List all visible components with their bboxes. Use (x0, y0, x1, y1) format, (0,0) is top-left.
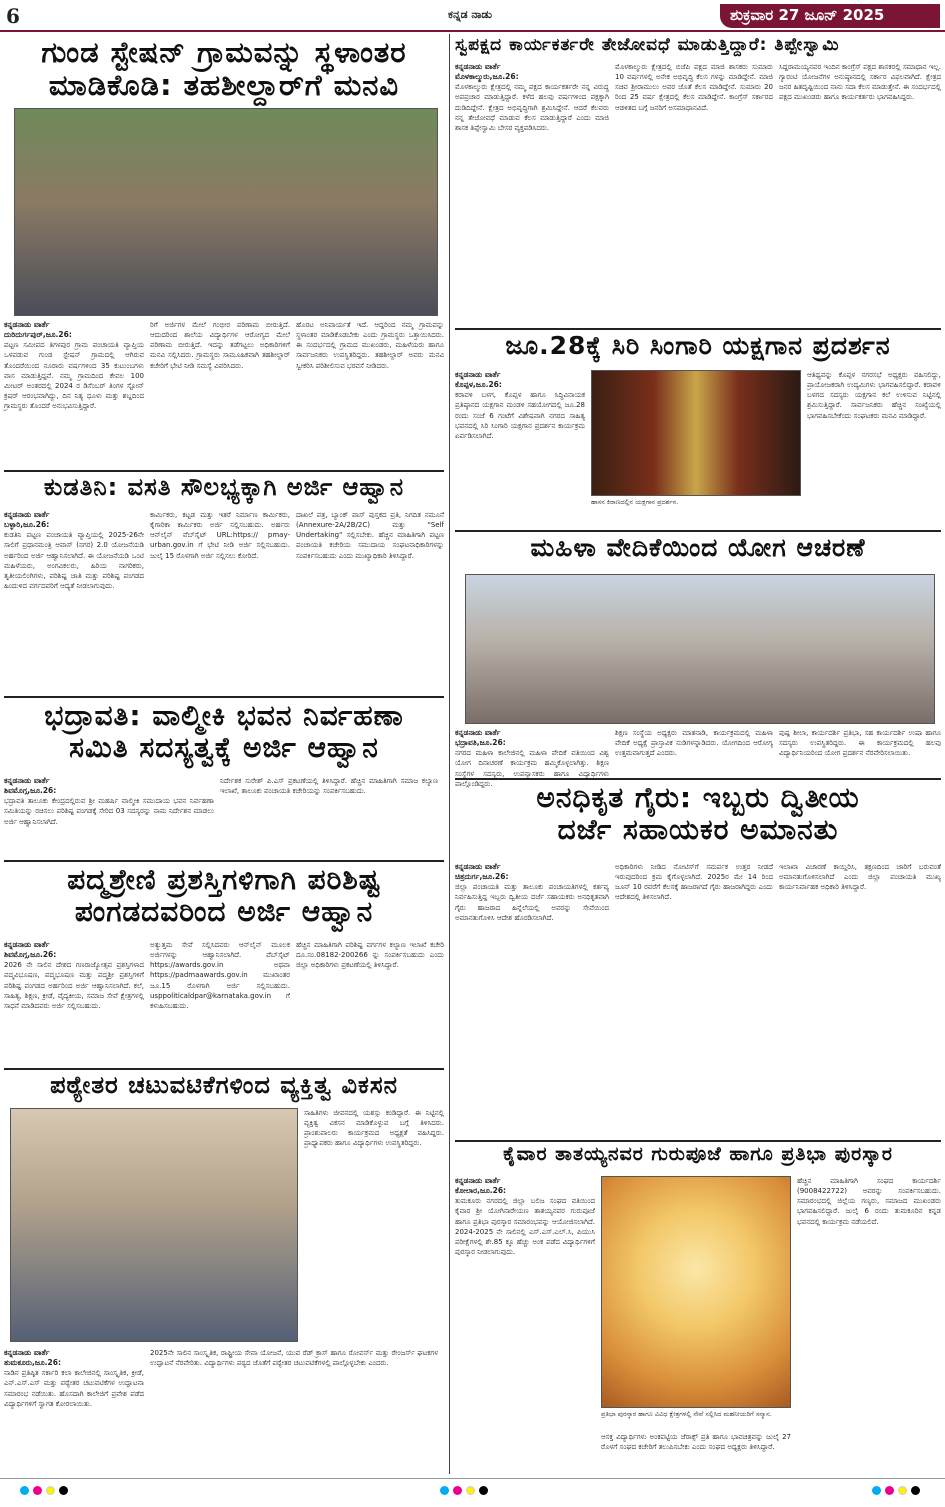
cyan-dot (20, 1486, 29, 1495)
dateline: ತುಮಕೂರು,ಜೂ.26: (4, 1358, 61, 1368)
body-text: ಜಿಲ್ಲಾ ಪಂಚಾಯತಿ ಮತ್ತು ತಾಲೂಕು ಪಂಚಾಯತಿಗಳಲ್ಲಿ ಕರ್ತವ್ಯ ನಿರ್ವಹಿಸುತ್ತಿದ್ದ ಇಬ್ಬರು ದ್ವಿತೀಯ ದರ್ಜೆ ಸಹಾಯಕರು ಅನಧಿಕೃತವಾಗಿ ಗೈರು ಹಾಜರಾದ ಹಿನ್ನೆಲೆಯಲ್ಲಿ ಅವರನ್ನು ಸೇವೆಯಿಂದ ಅಮಾನತುಗೊಳಿಸಿ ಆದೇಶ ಹೊರಡಿಸಲಾಗಿದೆ. (455, 883, 609, 922)
yellow-dot (46, 1486, 55, 1495)
black-dot (59, 1486, 68, 1495)
dateline: ಶಿವಮೊಗ್ಗ,ಜೂ.26: (4, 950, 57, 960)
article-yoga (455, 533, 941, 788)
body-text: ಹೆಚ್ಚಿನ ಮಾಹಿತಿಗಾಗಿ ಪರಿಶಿಷ್ಟ ವರ್ಗಗಳ ಕಲ್ಯಾಣ ಇಲಾಖೆ ಕಚೇರಿ ದೂ.ಸಂ.08182-200266 ನ್ನು ಸಂಪರ್ಕಿಸಬಹುದು ಎಂದು ಜಿಲ್ಲಾ ಅಧಿಕಾರಿಗಳು ಪ್ರಕಟಣೆಯಲ್ಲಿ ತಿಳಿಸಿದ್ದಾರೆ. (296, 941, 444, 970)
headline-pathyethara: ಪಠ್ಯೇತರ ಚಟುವಟಿಕೆಗಳಿಂದ ವ್ಯಕ್ತಿತ್ವ ವಿಕಸನ (50, 1071, 398, 1099)
section-rule (455, 1140, 941, 1142)
section-rule (455, 530, 941, 532)
body-text: ನಿರ್ದೇಶಕ ಸುರೇಶ್ ಪಿ.ಎಸ್ ಪ್ರಕಟಣೆಯಲ್ಲಿ ತಿಳಿಸಿದ್ದಾರೆ. ಹೆಚ್ಚಿನ ಮಾಹಿತಿಗಾಗಿ ಸಮಾಜ ಕಲ್ಯಾಣ ಇಲಾಖೆ, ತಾಲೂಕು ಪಂಚಾಯತಿ ಕಚೇರಿಯನ್ನು ಸಂಪರ್ಕಿಸಬಹುದು. (220, 777, 438, 796)
footer-rule (0, 1478, 945, 1479)
photo-caption: ಹಾಸನ ಕಿರಾಣದಲ್ಲಿನ ಯಕ್ಷಗಾನ ಪ್ರದರ್ಶನ. (591, 498, 679, 506)
photo-kaivara-thathayya (601, 1176, 791, 1408)
body-text: ನಗರದ ಮಹಿಳಾ ಕಾಲೇಜಿನಲ್ಲಿ ಮಹಿಳಾ ವೇದಿಕೆ ವತಿಯಿಂದ ವಿಶ್ವ ಯೋಗ ದಿನಾಚರಣೆ ಕಾರ್ಯಕ್ರಮ ಹಮ್ಮಿಕೊಳ್ಳಲಾಗಿತ್ತು. ಶಿಕ್ಷಣ ಸಂಸ್ಥೆಗಳ ಸದಸ್ಯರು, ಉಪನ್ಯಾಸಕರು ಹಾಗೂ ವಿದ್ಯಾರ್ಥಿಗಳು ಪಾಲ್ಗೊಂಡಿದ್ದರು. (455, 749, 609, 788)
body-text: ಇಲಾಖಾ ವಿಚಾರಣೆ ಕಾಯ್ದಿರಿಸಿ, ತಕ್ಷಣದಿಂದ ಜಾರಿಗೆ ಬರುವಂತೆ ಅಮಾನತುಗೊಳಿಸಲಾಗಿದೆ ಎಂದು ಜಿಲ್ಲಾ ಪಂಚಾಯತಿ ಮುಖ್ಯ ಕಾರ್ಯನಿರ್ವಾಹಕ ಅಧಿಕಾರಿ ತಿಳಿಸಿದ್ದಾರೆ. (779, 863, 941, 892)
article-kudatini (4, 474, 444, 696)
headline-anadhikrutha-line1: ಅನಧಿಕೃತ ಗೈರು: ಇಬ್ಬರು ದ್ವಿತೀಯ (536, 781, 860, 814)
issue-date: ಶುಕ್ರವಾರ 27 ಜೂನ್ 2025 (730, 6, 885, 24)
body-text: ನಾಡಿನ ಪ್ರತಿಷ್ಠಿತ ಸರ್ಕಾರಿ ಕಲಾ ಕಾಲೇಜಿನಲ್ಲಿ ಸಾಂಸ್ಕೃತಿಕ, ಕ್ರೀಡೆ, ಎನ್.ಎಸ್.ಎಸ್ ಮತ್ತು ಪಠ್ಯೇತರ ಚಟುವಟಿಕೆಗಳ ಉದ್ಘಾಟನಾ ಸಮಾರಂಭ ನಡೆಯಿತು. ಹೊಸದಾಗಿ ಕಾಲೇಜಿಗೆ ಪ್ರವೇಶ ಪಡೆದ ವಿದ್ಯಾರ್ಥಿಗಳಿಗೆ ಸ್ವಾಗತ ಕೋರಲಾಯಿತು. (4, 1369, 144, 1408)
body-text: ಹೆಚ್ಚಿನ ಮಾಹಿತಿಗಾಗಿ ಸಂಘದ ಕಾರ್ಯದರ್ಶಿ (9008422722) ಅವರನ್ನು ಸಂಪರ್ಕಿಸಬಹುದು. ಸಮಾರಂಭದಲ್ಲಿ ಜಿಲ್ಲೆಯ ಗಣ್ಯರು, ಸಮಾಜದ ಮುಖಂಡರು ಭಾಗವಹಿಸಲಿದ್ದಾರೆ. ಜುಲೈ 6 ರಂದು ತುಮಕೂರಿನ ಕನ್ನಡ ಭವನದಲ್ಲಿ ಕಾರ್ಯಕ್ರಮ ನಡೆಯಲಿದೆ. (797, 1177, 941, 1226)
article-yakshagana (455, 332, 941, 528)
byline: ಕನ್ನಡನಾಡು ವಾರ್ತೆ (455, 62, 501, 71)
article-swapaksha (455, 36, 941, 326)
body-text: ದಾಖಲೆ ಪತ್ರ, ಬ್ಯಾಂಕ್ ಪಾಸ್ ಪುಸ್ತಕದ ಪ್ರತಿ, ನಿಗದಿತ ನಮೂನೆ (Annexure-2A/2B/2C) ಮತ್ತು "Self Undertaking" ಸಲ್ಲಿಸಬೇಕು. ಹೆಚ್ಚಿನ ಮಾಹಿತಿಗಾಗಿ ಪಟ್ಟಣ ಪಂಚಾಯತಿ ಕಚೇರಿಯ ಸಮುದಾಯ ಸಂಘಟನಾಧಿಕಾರಿಗಳನ್ನು ಸಂಪರ್ಕಿಸಬಹುದು ಎಂದು ಮುಖ್ಯಾಧಿಕಾರಿ ತಿಳಿಸಿದ್ದಾರೆ. (296, 511, 444, 560)
section-rule (4, 1068, 444, 1070)
byline: ಕನ್ನಡನಾಡು ವಾರ್ತೆ (4, 1348, 50, 1357)
headline-kaivara: ಕೈವಾರ ತಾತಯ್ಯನವರ ಗುರುಪೂಜೆ ಹಾಗೂ ಪ್ರತಿಭಾ ಪುರಸ್ಕಾರ (503, 1143, 893, 1165)
page-number: 6 (6, 4, 20, 28)
yellow-dot (466, 1486, 475, 1495)
body-text: ಹೊರಟ ಅನಿವಾರ್ಯತೆ ಇದೆ. ಆದ್ದರಿಂದ ನಮ್ಮ ಗ್ರಾಮವನ್ನು ಸ್ಥಳಾಂತರ ಮಾಡಿಕೊಡಬೇಕು ಎಂದು ಗ್ರಾಮಸ್ಥರು ಒತ್ತಾಯಿಸಿದರು. ಈ ಸಂದರ್ಭದಲ್ಲಿ ಗ್ರಾಮದ ಮುಖಂಡರು, ಮಹಿಳೆಯರು ಹಾಗೂ ಸಾರ್ವಜನಿಕರು ಉಪಸ್ಥಿತರಿದ್ದರು. ತಹಶೀಲ್ದಾರ್ ಅವರು ಮನವಿ ಸ್ವೀಕರಿಸಿ ಪರಿಶೀಲಿಸುವ ಭರವಸೆ ನೀಡಿದರು. (296, 321, 444, 370)
headline-bhadravathi-line2: ಸಮಿತಿ ಸದಸ್ಯತ್ವಕ್ಕೆ ಅರ್ಜಿ ಆಹ್ವಾನ (69, 731, 379, 765)
magenta-dot (885, 1486, 894, 1495)
column-divider (449, 34, 450, 1474)
body-text: ಅತ್ಯುತ್ತಮ ಸೇವೆ ಸಲ್ಲಿಸಿದವರು ಆನ್‌ಲೈನ್ ಮೂಲಕ ಅರ್ಜಿಗಳನ್ನು ಆಹ್ವಾನಿಸಲಾಗಿದೆ. ವೆಬ್‌ಸೈಟ್ https://awards.gov.in ಅಥವಾ https://padmaawards.gov.in ಮುಖಾಂತರ ಜೂ.15 ರೊಳಗಾಗಿ ಅರ್ಜಿ ಸಲ್ಲಿಸಬಹುದು. usppoliticaldpar@karnataka.gov.in ಗೆ ಕಳುಹಿಸಬಹುದು. (150, 941, 290, 1010)
masthead: ಕನ್ನಡ ನಾಡು (448, 8, 492, 21)
photo-college-group (10, 1108, 298, 1342)
body-text: ಸಿದ್ದರಾಮಯ್ಯನವರ ಇಂದಿನ ಕಾಂಗ್ರೆಸ್ ಪಕ್ಷದ ಶಾಸಕರಲ್ಲಿ ಸಮಾಧಾನ ಇಲ್ಲ. ಗ್ಯಾರಂಟಿ ಯೋಜನೆಗಳ ಅನುಷ್ಠಾನದಲ್ಲಿ ಸರ್ಕಾರ ವಿಫಲವಾಗಿದೆ. ಕ್ಷೇತ್ರದ ಜನರ ಹಿತದೃಷ್ಟಿಯಿಂದ ನಾನು ಸದಾ ಕೆಲಸ ಮಾಡುತ್ತೇನೆ. ಈ ಸಂದರ್ಭದಲ್ಲಿ ಪಕ್ಷದ ಮುಖಂಡರು ಹಾಗೂ ಕಾರ್ಯಕರ್ತರು ಭಾಗವಹಿಸಿದ್ದರು. (779, 63, 941, 102)
date-band (720, 4, 940, 28)
body-text: ಮೊಳಕಾಲ್ಮುರು ಕ್ಷೇತ್ರದಲ್ಲಿ ನಮ್ಮ ಪಕ್ಷದ ಕಾರ್ಯಕರ್ತರೇ ನನ್ನ ವಿರುದ್ಧ ಅಪಪ್ರಚಾರ ಮಾಡುತ್ತಿದ್ದಾರೆ. ಕಳೆದ ಹಲವು ವರ್ಷಗಳಿಂದ ಪಕ್ಷಕ್ಕಾಗಿ ದುಡಿದಿದ್ದೇನೆ. ಕ್ಷೇತ್ರದ ಅಭಿವೃದ್ಧಿಗಾಗಿ ಶ್ರಮಿಸಿದ್ದೇನೆ. ಆದರೆ ಕೆಲವರು ನನ್ನ ತೇಜೋವಧೆ ಮಾಡುವ ಕೆಲಸ ಮಾಡುತ್ತಿದ್ದಾರೆ ಎಂದು ಮಾಜಿ ಶಾಸಕ ತಿಪ್ಪೇಸ್ವಾಮಿ ಬೇಸರ ವ್ಯಕ್ತಪಡಿಸಿದರು. (455, 83, 609, 132)
black-dot (479, 1486, 488, 1495)
headline-anadhikrutha-line2: ದರ್ಜೆ ಸಹಾಯಕರ ಅಮಾನತು (557, 813, 839, 847)
dateline: ಕೊಪ್ಪಳ,ಜೂ.26: (455, 380, 502, 390)
body-text: ಪುಷ್ಪ ಶೀಲಾ, ಕಾರ್ಯದರ್ಶಿ ಪ್ರತಿಭಾ, ಸಹ ಕಾರ್ಯದರ್ಶಿ ಉಷಾ ಹಾಗೂ ಸದಸ್ಯರು ಉಪಸ್ಥಿತರಿದ್ದರು. ಈ ಕಾರ್ಯಕ್ರಮದಲ್ಲಿ ಹಲವು ವಿದ್ಯಾರ್ಥಿನಿಯರಿಂದ ಯೋಗ ಪ್ರದರ್ಶನ ನೆರವೇರಿಸಲಾಯಿತು. (779, 729, 941, 758)
dateline: ಶಿವಮೊಗ್ಗ,ಜೂ.26: (4, 786, 57, 796)
dateline: ಭದ್ರಾವತಿ,ಜೂ.26: (455, 738, 506, 748)
headline-bhadravathi-line1: ಭದ್ರಾವತಿ: ವಾಲ್ಮೀಕಿ ಭವನ ನಿರ್ವಹಣಾ (44, 699, 404, 732)
body-text: ಆಸಕ್ತ ವಿದ್ಯಾರ್ಥಿಗಳು ಅಂಕಪಟ್ಟಿಯ ಜೆರಾಕ್ಸ್ ಪ್ರತಿ ಹಾಗೂ ಭಾವಚಿತ್ರವನ್ನು ಜುಲೈ 27 ರೊಳಗೆ ಸಂಘದ ಕಚೇರಿಗೆ ತಲುಪಿಸಬೇಕು ಎಂದು ಸಂಘದ ಅಧ್ಯಕ್ಷರು ತಿಳಿಸಿದ್ದಾರೆ. (601, 1433, 791, 1452)
body-text: 2025ನೇ ಸಾಲಿನ ಸಾಂಸ್ಕೃತಿಕ, ರಾಷ್ಟ್ರೀಯ ಸೇವಾ ಯೋಜನೆ, ಯುವ ರೆಡ್ ಕ್ರಾಸ್ ಹಾಗೂ ರೋವರ್ಸ್ ಮತ್ತು ರೇಂಜರ್ಸ್ ಘಟಕಗಳ ಉದ್ಘಾಟನೆ ನೆರವೇರಿತು. ವಿದ್ಯಾರ್ಥಿಗಳು ಪಠ್ಯದ ಜೊತೆಗೆ ಪಠ್ಯೇತರ ಚಟುವಟಿಕೆಗಳಲ್ಲಿ ಪಾಲ್ಗೊಳ್ಳಬೇಕು ಎಂದರು. (150, 1349, 438, 1368)
header-rule (0, 30, 945, 32)
section-rule (4, 696, 444, 698)
headline-swapaksha: ಸ್ವಪಕ್ಷದ ಕಾರ್ಯಕರ್ತರೇ ತೇಜೋವಧೆ ಮಾಡುತ್ತಿದ್ದಾರೆ: ತಿಪ್ಪೇಸ್ವಾಮಿ (455, 35, 840, 55)
cyan-dot (872, 1486, 881, 1495)
article-anadhikrutha (455, 782, 941, 1140)
section-rule (455, 778, 941, 780)
photo-yoga-event (465, 574, 935, 724)
headline-yoga: ಮಹಿಳಾ ವೇದಿಕೆಯಿಂದ ಯೋಗ ಆಚರಣೆ (530, 533, 866, 562)
byline: ಕನ್ನಡನಾಡು ವಾರ್ತೆ (4, 940, 50, 949)
byline: ಕನ್ನಡನಾಡು ವಾರ್ತೆ (455, 728, 501, 737)
headline-gunda-line2: ಮಾಡಿಕೊಡಿ: ತಹಶೀಲ್ದಾರ್‌ಗೆ ಮನವಿ (48, 68, 400, 103)
article-bhadravathi (4, 700, 444, 860)
body-text: ಆತಿಥ್ಯವನ್ನು ಕೊಪ್ಪಳ ನಗರಸಭೆ ಅಧ್ಯಕ್ಷರು ವಹಿಸಲಿದ್ದು, ಪ್ರಾಯೋಜಕರಾಗಿ ಉದ್ಯಮಿಗಳು ಭಾಗವಹಿಸಲಿದ್ದಾರೆ. ಕರಾವಳಿ ಬಳಗದ ಸದಸ್ಯರು ಯಕ್ಷಗಾನ ಕಲೆ ಉಳಿಸುವ ನಿಟ್ಟಿನಲ್ಲಿ ಶ್ರಮಿಸುತ್ತಿದ್ದಾರೆ. ಸಾರ್ವಜನಿಕರು ಹೆಚ್ಚಿನ ಸಂಖ್ಯೆಯಲ್ಲಿ ಭಾಗವಹಿಸಬೇಕೆಂದು ಸಂಘಟಕರು ಮನವಿ ಮಾಡಿದ್ದಾರೆ. (807, 371, 941, 420)
registration-marks-left (20, 1486, 68, 1495)
byline: ಕನ್ನಡನಾಡು ವಾರ್ತೆ (4, 510, 50, 519)
section-rule (4, 860, 444, 862)
photo-gunda-petition (14, 108, 438, 316)
dateline: ಬಳ್ಳಾರಿ,ಜೂ.26: (4, 520, 50, 530)
article-pathyethara (4, 1072, 444, 1472)
photo-caption: ಪ್ರತಿಭಾ ಪುರಸ್ಕಾರ ಹಾಗೂ ವಿವಿಧ ಕ್ಷೇತ್ರಗಳಲ್ಲಿ ಸೇವೆ ಸಲ್ಲಿಸಿದ ಮಹನೀಯರಿಗೆ ಸನ್ಮಾನ. (601, 1410, 772, 1418)
dateline: ಕೋಲಾರ,ಜೂ.26: (455, 1186, 507, 1196)
body-text: ಅಧಿಕಾರಿಗಳು ನೀಡಿದ ನೋಟಿಸ್‌ಗೆ ಸಮರ್ಪಕ ಉತ್ತರ ನೀಡದೆ ಇರುವುದರಿಂದ ಕ್ರಮ ಕೈಗೊಳ್ಳಲಾಗಿದೆ. 2025ರ ಮೇ 14 ರಿಂದ ಜೂನ್ 10 ರವರೆಗೆ ಕೆಲಸಕ್ಕೆ ಹಾಜರಾಗದೆ ಗೈರು ಹಾಜರಾಗಿದ್ದರು ಎಂದು ಆದೇಶದಲ್ಲಿ ತಿಳಿಸಲಾಗಿದೆ. (615, 863, 773, 902)
body-text: ಮೊಳಕಾಲ್ಮುರು ಕ್ಷೇತ್ರದಲ್ಲಿ ಬಿಜೆಪಿ ಪಕ್ಷದ ಮಾಜಿ ಶಾಸಕರು ಸುಮಾರು 10 ವರ್ಷಗಳಲ್ಲಿ ಅನೇಕ ಅಭಿವೃದ್ಧಿ ಕೆಲಸ ಗಳನ್ನು ಮಾಡಿದ್ದೇನೆ. ಮಾಜಿ ಸಚಿವ ಶ್ರೀರಾಮುಲು ಅವರ ಜೊತೆ ಕೆಲಸ ಮಾಡಿದ್ದೇನೆ. ಸುಮಾರು 20 ರಿಂದ 25 ವರ್ಷ ಕ್ಷೇತ್ರದಲ್ಲಿ ಕೆಲಸ ಮಾಡಿದ್ದೇನೆ. ಕಾಂಗ್ರೆಸ್ ಸರ್ಕಾರದ ಆಡಳಿತದ ಬಗ್ಗೆ ಜನರಿಗೆ ಅಸಮಾಧಾನವಿದೆ. (615, 63, 773, 112)
byline: ಕನ್ನಡನಾಡು ವಾರ್ತೆ (455, 1176, 501, 1185)
byline: ಕನ್ನಡನಾಡು ವಾರ್ತೆ (455, 370, 501, 379)
article-kaivara (455, 1144, 941, 1472)
body-text: ಕರಾವಳಿ ಬಳಗ, ಕೊಪ್ಪಳ ಹಾಗೂ ಸಿದ್ಧಿವಿನಾಯಕ ಪ್ರತಿಷ್ಠಾನದ ಯಕ್ಷಗಾನ ಮಂಡಳಿ ಸಹಯೋಗದಲ್ಲಿ ಜೂ.28 ರಂದು ಸಂಜೆ 6 ಗಂಟೆಗೆ ವಿಶೇಷವಾಗಿ ನಗರದ ಸಾಹಿತ್ಯ ಭವನದಲ್ಲಿ ಸಿರಿ ಸಿಂಗಾರಿ ಯಕ್ಷಗಾನ ಪ್ರದರ್ಶನ ಕಾರ್ಯಕ್ರಮ ಏರ್ಪಡಿಸಲಾಗಿದೆ. (455, 391, 585, 440)
section-rule (4, 470, 444, 472)
article-gunda (4, 36, 444, 478)
magenta-dot (453, 1486, 462, 1495)
byline: ಕನ್ನಡನಾಡು ವಾರ್ತೆ (455, 862, 501, 871)
yellow-dot (898, 1486, 907, 1495)
body-text: ಕಾರ್ಮಿಕರು, ಕಟ್ಟಡ ಮತ್ತು ಇತರೆ ನಿರ್ಮಾಣ ಕಾರ್ಮಿಕರು, ಕೈಗಾರಿಕಾ ಕಾರ್ಮಿಕರು ಅರ್ಜಿ ಸಲ್ಲಿಸಬಹುದು. ಅರ್ಹರು ಆನ್‌ಲೈನ್ ವೆಬ್‌ಸೈಟ್ URL:https:// pmay-urban.gov.in ಗೆ ಭೇಟಿ ನೀಡಿ ಅರ್ಜಿ ಸಲ್ಲಿಸಬಹುದು. ಜುಲೈ 15 ರೊಳಗಾಗಿ ಅರ್ಜಿ ಸಲ್ಲಿಸಲು ಕೋರಿದೆ. (150, 511, 290, 560)
magenta-dot (33, 1486, 42, 1495)
headline-padmashree-line1: ಪದ್ಮಶ್ರೇಣಿ ಪ್ರಶಸ್ತಿಗಳಿಗಾಗಿ ಪರಿಶಿಷ್ಟ (67, 863, 381, 896)
dateline: ಮೊಳಕಾಲ್ಮುರು,ಜೂ.26: (455, 72, 519, 82)
headline-padmashree-line2: ಪಂಗಡದವರಿಂದ ಅರ್ಜಿ ಆಹ್ವಾನ (74, 895, 374, 929)
article-padmashree (4, 864, 444, 1068)
dateline: ದುರಿದುರ್ಗಪುರ್,ಜೂ.26: (4, 330, 72, 340)
headline-gunda-line1: ಗುಂಡ ಸ್ಟೇಷನ್ ಗ್ರಾಮವನ್ನು ಸ್ಥಳಾಂತರ (41, 35, 407, 69)
body-text: ಕುಡತಿನಿ ಪಟ್ಟಣ ಪಂಚಾಯತಿ ವ್ಯಾಪ್ತಿಯಲ್ಲಿ 2025-26ನೇ ಸಾಲಿಗೆ ಪ್ರಧಾನಮಂತ್ರಿ ಆವಾಸ್ (ನಗರ) 2.0 ಯೋಜನೆಯಡಿ ಅರ್ಹರಿಂದ ಅರ್ಜಿ ಆಹ್ವಾನಿಸಲಾಗಿದೆ. ಈ ಯೋಜನೆಯಡಿ ಒಂಟಿ ಮಹಿಳೆಯರು, ಅಂಗವಿಕಲರು, ಹಿರಿಯ ನಾಗರಿಕರು, ತೃತೀಯಲಿಂಗಿಗಳು, ಪರಿಶಿಷ್ಟ ಜಾತಿ ಮತ್ತು ಪರಿಶಿಷ್ಟ ಪಂಗಡದ ಹಿಂದುಳಿದ ವರ್ಗದವರಿಗೆ ಆದ್ಯತೆ ನೀಡಲಾಗುವುದು. (4, 531, 144, 590)
section-rule (455, 328, 941, 330)
black-dot (911, 1486, 920, 1495)
photo-yakshagana (591, 370, 801, 496)
dateline: ಚಿತ್ರದುರ್ಗ,ಜೂ.26: (455, 872, 509, 882)
body-text: ಭದ್ರಾವತಿ ತಾಲೂಕು ಕೇಂದ್ರದಲ್ಲಿರುವ ಶ್ರೀ ಮಹರ್ಷಿ ವಾಲ್ಮೀಕಿ ಸಮುದಾಯ ಭವನ ನಿರ್ವಹಣಾ ಸಮಿತಿಯನ್ನು ರಚಿಸಲು ಪರಿಶಿಷ್ಟ ಪಂಗಡಕ್ಕೆ ಸೇರಿದ 03 ಸದಸ್ಯರನ್ನು ನಾಮ ನಿರ್ದೇಶನ ಮಾಡಲು ಅರ್ಜಿ ಆಹ್ವಾನಿಸಲಾಗಿದೆ. (4, 797, 214, 826)
body-text: ರಿಗೆ ಅರ್ಜಿಗಳ ಮೇಲೆ ಗಂಭೀರ ಪರಿಣಾಮ ಬೀರುತ್ತಿದೆ. ಆದುದರಿಂದ ಶಾಲೆಯ ವಿದ್ಯಾರ್ಥಿಗಳ ಆರೋಗ್ಯದ ಮೇಲೆ ಪರಿಣಾಮ ಬೀರುತ್ತಿದೆ. ಇದನ್ನು ತಡೆಗಟ್ಟಲು ಅಧಿಕಾರಿಗಳಿಗೆ ಮನವಿ ಸಲ್ಲಿಸಿದರು. ಗ್ರಾಮಸ್ಥರು ಸಾಮೂಹಿಕವಾಗಿ ತಹಶೀಲ್ದಾರ್ ಕಚೇರಿಗೆ ಭೇಟಿ ನೀಡಿ ಸಮಸ್ಯೆ ವಿವರಿಸಿದರು. (150, 321, 290, 370)
cyan-dot (440, 1486, 449, 1495)
body-text: ಸಾಹಿತಿಗಳು ಜೀವನದಲ್ಲಿ ಯಶಸ್ಸು ಕಂಡಿದ್ದಾರೆ. ಈ ನಿಟ್ಟಿನಲ್ಲಿ ವ್ಯಕ್ತಿತ್ವ ವಿಕಸನ ಮಾಡಿಕೊಳ್ಳುವ ಬಗ್ಗೆ ತಿಳಿಸಿದರು. ಪ್ರಾಂಶುಪಾಲರು ಕಾರ್ಯಕ್ರಮದ ಅಧ್ಯಕ್ಷತೆ ವಹಿಸಿದ್ದರು. ಪ್ರಾಧ್ಯಾಪಕರು ಹಾಗೂ ವಿದ್ಯಾರ್ಥಿಗಳು ಉಪಸ್ಥಿತರಿದ್ದರು. (304, 1109, 444, 1148)
body-text: ಪಟ್ಟಣ ಸಮೀಪದ ತಿಗಳಪುರ ಗ್ರಾಮ ಪಂಚಾಯತಿ ವ್ಯಾಪ್ತಿಯ ಒಳಪಡುವ ಗುಂಡ ಸ್ಟೇಷನ್ ಗ್ರಾಮದಲ್ಲಿ ಆಗಿರುವ ತೊಂದರೆಯಿಂದ ನೂರಾರು ವರ್ಷಗಳಿಂದ 35 ಕುಟುಂಬಗಳು ವಾಸ ಮಾಡುತ್ತಿದ್ದವೆ. ನಮ್ಮ ಗ್ರಾಮದಿಂದ ಕೇವಲ 100 ಮೀಟರ್ ಅಂತರದಲ್ಲಿ 2024 ರ ಡಿಸೆಂಬರ್ ತಿಂಗಳ ಸ್ಟೋನ್ ಕ್ರಷರ್ ಆರಂಭವಾಗಿದ್ದು, ದಿನ ನಿತ್ಯ ಧೂಳು ಮತ್ತು ಶಬ್ದದಿಂದ ಗ್ರಾಮಸ್ಥರು ತೊಂದರೆ ಅನುಭವಿಸುತ್ತಿದ್ದಾರೆ. (4, 341, 144, 411)
headline-kudatini: ಕುಡತಿನಿ: ವಸತಿ ಸೌಲಭ್ಯಕ್ಕಾಗಿ ಅರ್ಜಿ ಆಹ್ವಾನ (43, 473, 405, 501)
body-text: ಶಿಕ್ಷಣ ಸಂಸ್ಥೆಯ ಅಧ್ಯಕ್ಷರು ಮಾತನಾಡಿ, ಕಾರ್ಯಕ್ರಮದಲ್ಲಿ ಮಹಿಳಾ ವೇದಿಕೆ ಅಧ್ಯಕ್ಷೆ ಪ್ರಾಸ್ತಾವಿಕ ನುಡಿಗಳನ್ನಾಡಿದರು. ಯೋಗದಿಂದ ಆರೋಗ್ಯ ಉತ್ತಮವಾಗುತ್ತದೆ ಎಂದರು. (615, 729, 773, 758)
body-text: 2026 ನೇ ಸಾಲಿನ ದೇಶದ ಗಣರಾಜ್ಯೋತ್ಸವ ಪ್ರಶಸ್ತಿಗಳಾದ ಪದ್ಮವಿಭೂಷಣ, ಪದ್ಮಭೂಷಣ ಮತ್ತು ಪದ್ಮಶ್ರೀ ಪ್ರಶಸ್ತಿಗಳಿಗೆ ಪರಿಶಿಷ್ಟ ಪಂಗಡದ ಅರ್ಹರಿಂದ ಅರ್ಜಿ ಆಹ್ವಾನಿಸಲಾಗಿದೆ. ಕಲೆ, ಸಾಹಿತ್ಯ, ಶಿಕ್ಷಣ, ಕ್ರೀಡೆ, ವೈದ್ಯಕೀಯ, ಸಮಾಜ ಸೇವೆ ಕ್ಷೇತ್ರಗಳಲ್ಲಿ ಸಾಧನೆ ಮಾಡಿದವರು ಅರ್ಜಿ ಸಲ್ಲಿಸಬಹುದು. (4, 961, 144, 1010)
byline: ಕನ್ನಡನಾಡು ವಾರ್ತೆ (4, 776, 50, 785)
byline: ಕನ್ನಡನಾಡು ವಾರ್ತೆ (4, 320, 50, 329)
registration-marks-right (872, 1486, 920, 1495)
headline-yakshagana: ಜೂ.28ಕ್ಕೆ ಸಿರಿ ಸಿಂಗಾರಿ ಯಕ್ಷಗಾನ ಪ್ರದರ್ಶನ (505, 331, 891, 360)
body-text: ತುಮಕೂರು ನಗರದಲ್ಲಿ ಜಿಲ್ಲಾ ಬಲಿಜ ಸಂಘದ ವತಿಯಿಂದ ಕೈವಾರ ಶ್ರೀ ಯೋಗಿನಾರೇಯಣ ತಾತಯ್ಯನವರ ಗುರುಪೂಜೆ ಹಾಗೂ ಪ್ರತಿಭಾ ಪುರಸ್ಕಾರ ಸಮಾರಂಭವನ್ನು ಆಯೋಜಿಸಲಾಗಿದೆ. 2024-2025 ನೇ ಸಾಲಿನಲ್ಲಿ ಎಸ್.ಎಸ್.ಎಲ್.ಸಿ, ಪಿಯುಸಿ ಪರೀಕ್ಷೆಗಳಲ್ಲಿ ಶೇ.85 ಕ್ಕೂ ಹೆಚ್ಚು ಅಂಕ ಪಡೆದ ವಿದ್ಯಾರ್ಥಿಗಳಿಗೆ ಪುರಸ್ಕಾರ ನೀಡಲಾಗುವುದು. (455, 1197, 595, 1256)
registration-marks-center (440, 1486, 488, 1495)
